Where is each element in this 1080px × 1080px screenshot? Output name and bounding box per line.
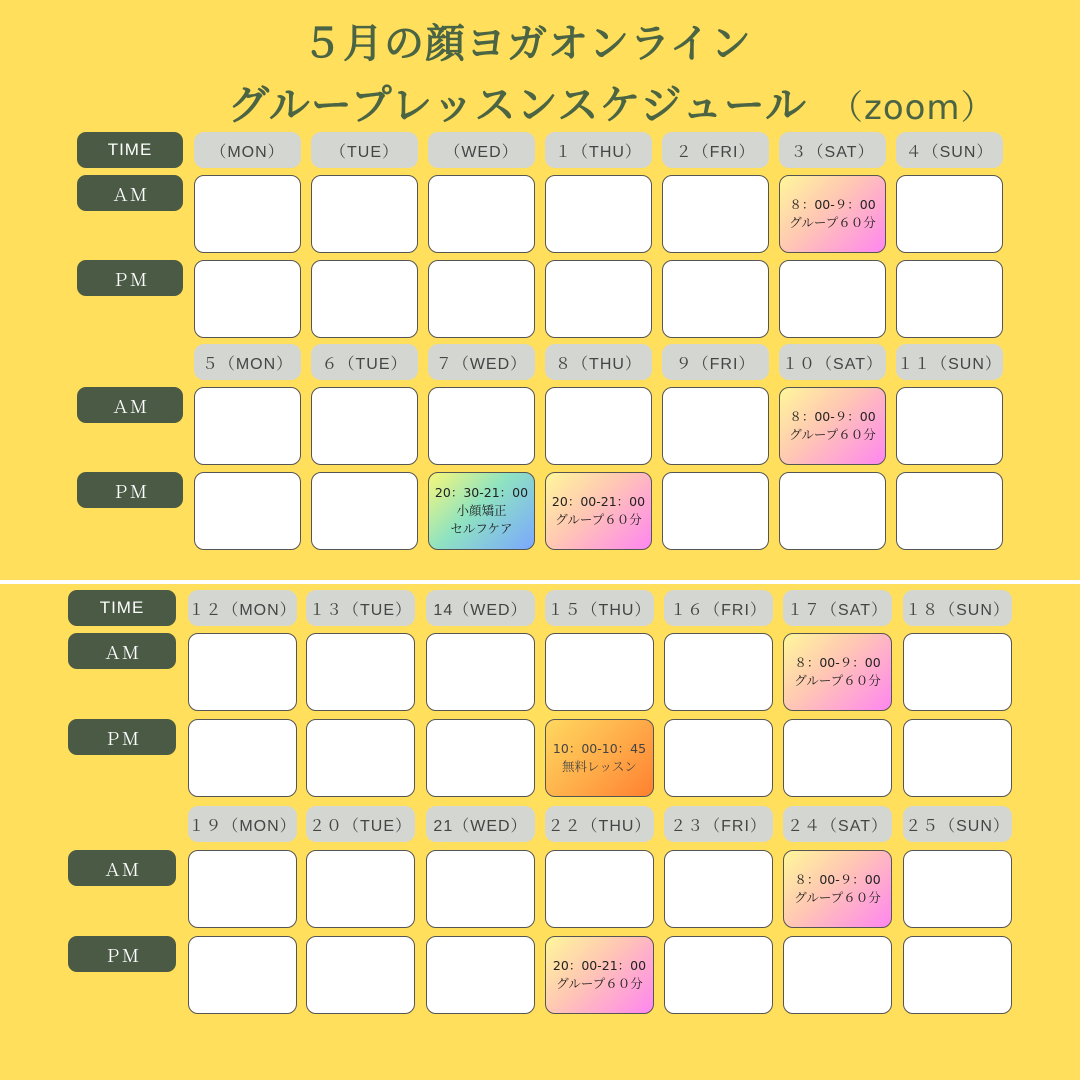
day-header: １１（SUN） <box>896 344 1003 380</box>
lesson-text: ８：00-９：00 <box>794 872 881 887</box>
day-header: ３（SAT） <box>779 132 886 168</box>
empty-slot <box>545 850 654 928</box>
day-header: ２３（FRI） <box>664 806 773 842</box>
empty-slot <box>545 387 652 465</box>
empty-slot <box>779 260 886 338</box>
day-header: ９（FRI） <box>662 344 769 380</box>
day-header: １６（FRI） <box>664 590 773 626</box>
day-header: ４（SUN） <box>896 132 1003 168</box>
empty-slot <box>664 936 773 1014</box>
day-header: （WED） <box>428 132 535 168</box>
empty-slot <box>896 260 1003 338</box>
empty-slot <box>306 850 415 928</box>
empty-slot <box>783 936 892 1014</box>
lesson-text: 無料レッスン <box>562 759 637 774</box>
empty-slot <box>903 719 1012 797</box>
empty-slot <box>426 719 535 797</box>
empty-slot <box>783 719 892 797</box>
lesson-text: グループ６０分 <box>794 673 881 688</box>
lesson-text: グループ６０分 <box>789 427 876 442</box>
empty-slot <box>662 175 769 253</box>
day-header: （TUE） <box>311 132 418 168</box>
empty-slot <box>662 472 769 550</box>
empty-slot <box>311 260 418 338</box>
day-header: １（THU） <box>545 132 652 168</box>
empty-slot <box>664 719 773 797</box>
day-header: ５（MON） <box>194 344 301 380</box>
lesson-text: ８：00-９：00 <box>794 655 881 670</box>
day-header: １０（SAT） <box>779 344 886 380</box>
empty-slot <box>311 472 418 550</box>
pm-label: ＰＭ <box>68 936 176 972</box>
empty-slot <box>662 387 769 465</box>
empty-slot <box>903 633 1012 711</box>
page-title: ５月の顔ヨガオンライン <box>302 21 752 67</box>
am-label: ＡＭ <box>68 633 176 669</box>
lesson-slot[interactable] <box>779 175 886 253</box>
empty-slot <box>662 260 769 338</box>
lesson-slot[interactable] <box>545 936 654 1014</box>
day-header: １９（MON） <box>188 806 297 842</box>
am-label: ＡＭ <box>68 850 176 886</box>
empty-slot <box>194 260 301 338</box>
empty-slot <box>428 175 535 253</box>
empty-slot <box>311 387 418 465</box>
pm-label: ＰＭ <box>77 260 183 296</box>
lesson-slot[interactable] <box>783 850 892 928</box>
empty-slot <box>896 175 1003 253</box>
day-header: ２０（TUE） <box>306 806 415 842</box>
empty-slot <box>779 472 886 550</box>
day-header: １２（MON） <box>188 590 297 626</box>
time-label: TIME <box>77 132 183 168</box>
empty-slot <box>306 633 415 711</box>
am-label: ＡＭ <box>77 175 183 211</box>
empty-slot <box>903 850 1012 928</box>
empty-slot <box>426 850 535 928</box>
pm-label: ＰＭ <box>77 472 183 508</box>
lesson-slot[interactable] <box>428 472 535 550</box>
day-header: １７（SAT） <box>783 590 892 626</box>
empty-slot <box>428 260 535 338</box>
day-header: １８（SUN） <box>903 590 1012 626</box>
am-label: ＡＭ <box>77 387 183 423</box>
empty-slot <box>896 387 1003 465</box>
day-header: 21（WED） <box>426 806 535 842</box>
lesson-text: 20：00-21：00 <box>551 494 646 509</box>
page-subtitle-text: グループレッスンスケジュール <box>228 81 807 129</box>
lesson-text: 20：30-21：00 <box>434 485 529 500</box>
empty-slot <box>188 936 297 1014</box>
lesson-text: 10：00-10：45 <box>552 741 647 756</box>
empty-slot <box>194 472 301 550</box>
day-header: ７（WED） <box>428 344 535 380</box>
day-header: １３（TUE） <box>306 590 415 626</box>
empty-slot <box>306 936 415 1014</box>
lesson-text: セルフケア <box>450 521 513 536</box>
lesson-slot[interactable] <box>545 472 652 550</box>
lesson-slot[interactable] <box>545 719 654 797</box>
empty-slot <box>428 387 535 465</box>
empty-slot <box>306 719 415 797</box>
day-header: ６（TUE） <box>311 344 418 380</box>
empty-slot <box>545 260 652 338</box>
empty-slot <box>311 175 418 253</box>
pm-label: ＰＭ <box>68 719 176 755</box>
day-header: （MON） <box>194 132 301 168</box>
lesson-text: 20：00-21：00 <box>552 958 647 973</box>
lesson-text: 小顔矯正 <box>456 503 507 518</box>
day-header: ２２（THU） <box>545 806 654 842</box>
empty-slot <box>188 719 297 797</box>
empty-slot <box>896 472 1003 550</box>
empty-slot <box>194 175 301 253</box>
empty-slot <box>664 633 773 711</box>
lesson-text: ８：00-９：00 <box>789 197 876 212</box>
lesson-text: グループ６０分 <box>789 215 876 230</box>
lesson-text: グループ６０分 <box>794 890 881 905</box>
day-header: 14（WED） <box>426 590 535 626</box>
page-subtitle <box>228 72 996 131</box>
lesson-slot[interactable] <box>779 387 886 465</box>
empty-slot <box>188 633 297 711</box>
zoom-note: （zoom） <box>828 88 996 128</box>
empty-slot <box>426 633 535 711</box>
empty-slot <box>903 936 1012 1014</box>
empty-slot <box>194 387 301 465</box>
lesson-text: ８：00-９：00 <box>789 409 876 424</box>
empty-slot <box>545 175 652 253</box>
lesson-text: グループ６０分 <box>555 512 642 527</box>
day-header: ２５（SUN） <box>903 806 1012 842</box>
day-header: １５（THU） <box>545 590 654 626</box>
day-header: ２４（SAT） <box>783 806 892 842</box>
day-header: ２（FRI） <box>662 132 769 168</box>
lesson-text: グループ６０分 <box>556 976 643 991</box>
empty-slot <box>664 850 773 928</box>
empty-slot <box>545 633 654 711</box>
empty-slot <box>188 850 297 928</box>
time-label: TIME <box>68 590 176 626</box>
empty-slot <box>426 936 535 1014</box>
day-header: ８（THU） <box>545 344 652 380</box>
lesson-slot[interactable] <box>783 633 892 711</box>
